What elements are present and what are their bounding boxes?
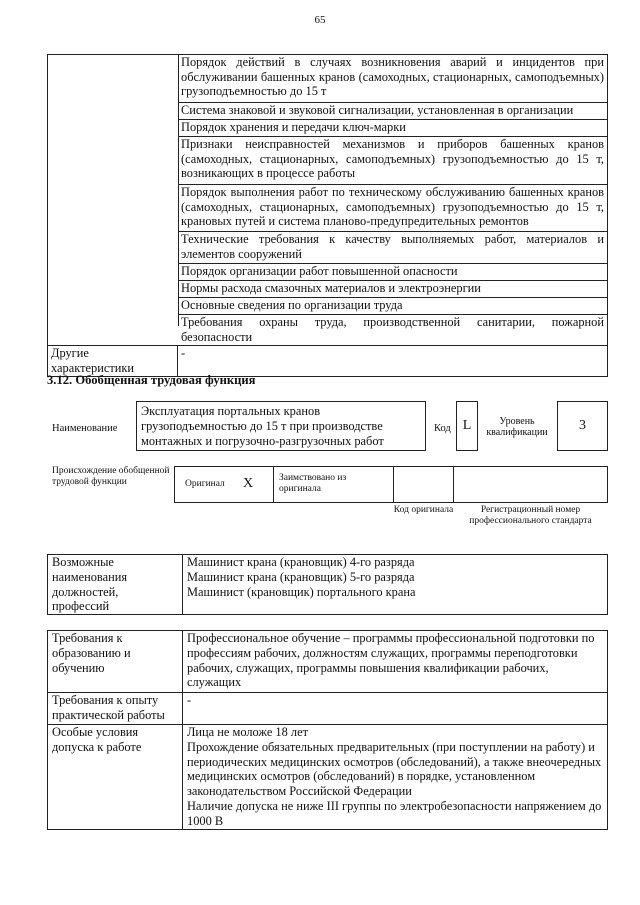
knowledge-row: Система знаковой и звуковой сигнализации, установленная в организации <box>178 103 607 120</box>
knowledge-row: Технические требования к качеству выполняемых работ, материалов и элементов сооружений <box>178 232 607 264</box>
knowledge-table <box>47 54 608 377</box>
admission-item: Наличие допуска не ниже III группы по электробезопасности напряжением до 1000 В <box>187 798 602 828</box>
code-original-caption: Код оригинала <box>393 505 454 515</box>
knowledge-left-cell <box>48 55 179 326</box>
knowledge-row: Порядок организации работ повышенной опасности <box>178 264 607 281</box>
knowledge-row: Основные сведения по организации труда <box>178 298 607 315</box>
admission-label: Особые условия допуска к работе <box>48 725 183 829</box>
other-characteristics-row <box>48 345 607 376</box>
knowledge-row: Нормы расхода смазочных материалов и электроэнергии <box>178 281 607 298</box>
code-label: Код <box>434 423 451 434</box>
experience-row <box>48 693 607 725</box>
origin-label: Происхождение обобщенной трудовой функции <box>52 466 170 487</box>
experience-label: Требования к опыту практической работы <box>48 693 183 724</box>
knowledge-row: Порядок выполнения работ по техническому обслуживанию башенных кранов (самоходных, стационарных, самоподъемных) грузоподъемностью до 15 т, крановых путей и система планово-предупредительных ремонтов <box>178 185 607 232</box>
position-item: Машинист крана (крановщик) 5-го разряда <box>187 569 415 584</box>
admission-row <box>48 725 607 829</box>
positions-label: Возможные наименования должностей, профессий <box>48 555 183 614</box>
positions-table <box>47 554 608 615</box>
knowledge-row: Порядок хранения и передачи ключ-марки <box>178 120 607 137</box>
other-characteristics-label: Другие характеристики <box>48 346 178 376</box>
experience-value: - <box>187 693 192 707</box>
knowledge-row: Признаки неисправностей механизмов и приборов башенных кранов (самоходных, стационарных, самоподъемных) грузоподъемностью до 15 т, возникающих в процессе работы <box>178 137 607 185</box>
original-cell <box>174 466 274 503</box>
position-item: Машинист (крановщик) портального крана <box>187 584 416 599</box>
requirements-table <box>47 630 608 830</box>
code-original-cell <box>393 466 454 503</box>
level-value: 3 <box>557 401 608 451</box>
borrowed-cell <box>273 466 394 503</box>
position-item: Машинист крана (крановщик) 4-го разряда <box>187 555 415 569</box>
name-value: Эксплуатация портальных кранов грузоподъемностью до 15 т при производстве монтажных и погрузочно-разгрузочных работ <box>136 401 426 451</box>
reg-number-cell <box>453 466 608 503</box>
name-label: Наименование <box>52 423 118 434</box>
section-heading: 3.12. Обобщенная трудовая функция <box>47 373 256 387</box>
original-mark: X <box>243 476 254 491</box>
other-characteristics-value: - <box>181 346 186 360</box>
reg-number-caption: Регистрационный номер профессионального стандарта <box>469 505 592 526</box>
knowledge-row: Порядок действий в случаях возникновения аварий и инцидентов при обслуживании башенных кранов (самоходных, стационарных, самоподъемных) грузоподъемностью до 15 т <box>178 55 607 103</box>
level-label: Уровень квалификации <box>486 416 548 438</box>
page-number: 65 <box>314 14 326 26</box>
admission-item: Прохождение обязательных предварительных (при поступлении на работу) и периодических медицинских осмотров (обследований), а также внеочередных медицинских осмотров (обследований) в порядке, установленном законодательством Российской Федерации <box>187 739 602 799</box>
borrowed-label: Заимствовано из оригинала <box>279 473 347 494</box>
code-value: L <box>456 401 478 451</box>
original-label: Оригинал <box>185 479 225 489</box>
knowledge-row: Требования охраны труда, производственной санитарии, пожарной безопасности <box>181 315 604 344</box>
education-value: Профессиональное обучение – программы профессиональной подготовки по профессиям рабочих, должностям служащих, программы переподготовки рабочих, служащих, программы повышения квалификации рабочих, служащих <box>187 631 595 690</box>
education-label: Требования к образованию и обучению <box>48 631 183 692</box>
education-row <box>48 631 607 693</box>
admission-item: Лица не моложе 18 лет <box>187 725 309 739</box>
